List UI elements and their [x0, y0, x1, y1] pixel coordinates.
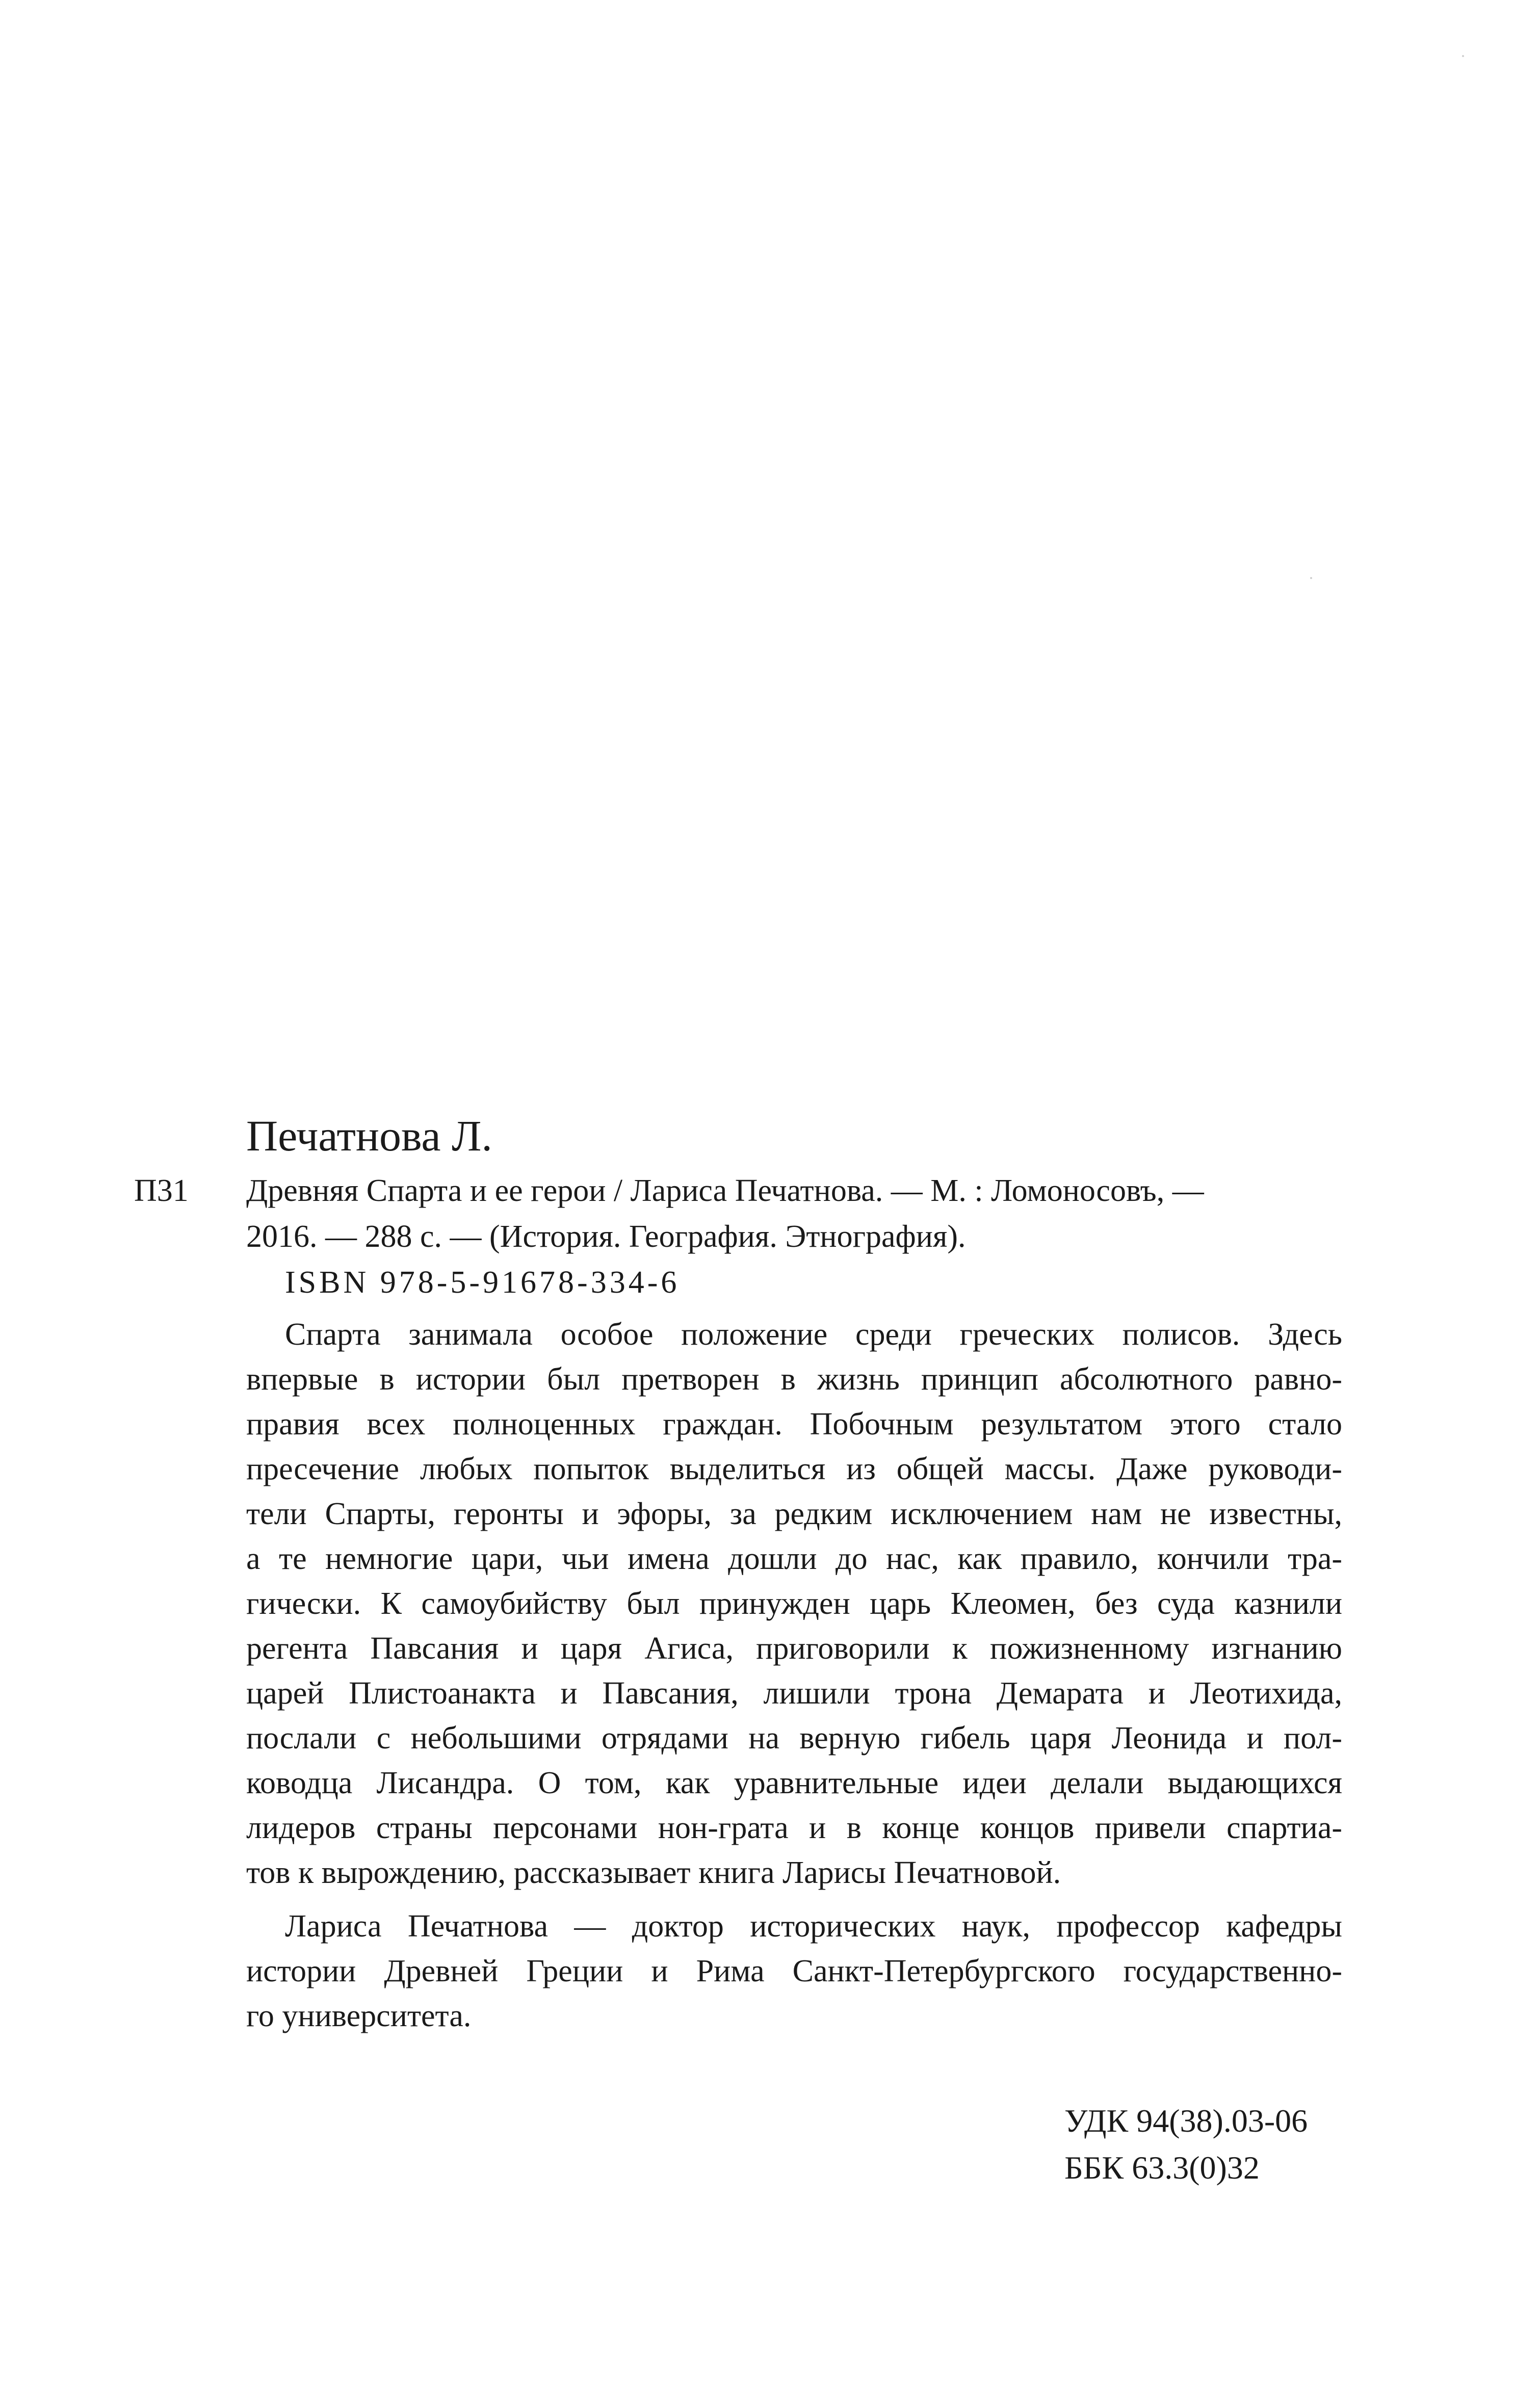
annotation-line: тов к вырождению, рассказывает книга Ларисы Печатновой.	[246, 1855, 1061, 1890]
biblio-line: Древняя Спарта и ее герои / Лариса Печатнова. — М. : Ломоносовъ, —	[246, 1173, 1204, 1208]
annotation-line: пресечение любых попыток выделиться из общей массы. Даже руководи-	[246, 1452, 1342, 1486]
annotation-line: впервые в истории был претворен в жизнь принцип абсолютного равно-	[246, 1362, 1342, 1397]
annotation-line: правия всех полноценных граждан. Побочным результатом этого стало	[246, 1407, 1342, 1442]
about-author-paragraph	[246, 1904, 1342, 2038]
annotation-line: а те немногие цари, чьи имена дошли до нас, как правило, кончили тра-	[246, 1541, 1342, 1576]
scan-speck	[1310, 577, 1312, 579]
udk-code: УДК 94(38).03-06	[1064, 2103, 1308, 2139]
biblio-line: 2016. — 288 с. — (История. География. Этнография).	[246, 1219, 966, 1254]
annotation-line: тели Спарты, геронты и эфоры, за редким исключением нам не известны,	[246, 1497, 1342, 1531]
scan-speck	[1462, 55, 1464, 57]
author-mark-code: П31	[134, 1173, 189, 1208]
annotation-line: царей Плистоанакта и Павсания, лишили трона Демарата и Леотихида,	[246, 1676, 1342, 1711]
bbk-code: ББК 63.3(0)32	[1064, 2150, 1260, 2186]
isbn-line: ISBN 978-5-91678-334-6	[285, 1265, 680, 1300]
about-line: го университета.	[246, 1999, 472, 2033]
annotation-line: ководца Лисандра. О том, как уравнительные идеи делали выдающихся	[246, 1766, 1342, 1800]
classification-codes	[1064, 2098, 1308, 2191]
about-line: Лариса Печатнова — доктор исторических наук, профессор кафедры	[285, 1909, 1342, 1944]
author-heading: Печатнова Л.	[246, 1111, 492, 1160]
annotation-line: Спарта занимала особое положение среди греческих полисов. Здесь	[285, 1317, 1342, 1352]
about-line: истории Древней Греции и Рима Санкт-Петербургского государственно-	[246, 1954, 1342, 1988]
annotation-line: лидеров страны персонами нон-грата и в конце концов привели спартиа-	[246, 1811, 1342, 1845]
annotation-line: послали с небольшими отрядами на верную гибель царя Леонида и пол-	[246, 1721, 1342, 1756]
annotation-line: регента Павсания и царя Агиса, приговорили к пожизненному изгнанию	[246, 1631, 1342, 1666]
annotation-line: гически. К самоубийству был принужден царь Клеомен, без суда казнили	[246, 1586, 1342, 1621]
annotation-paragraph	[246, 1312, 1342, 1895]
bibliographic-description	[246, 1168, 1342, 1305]
